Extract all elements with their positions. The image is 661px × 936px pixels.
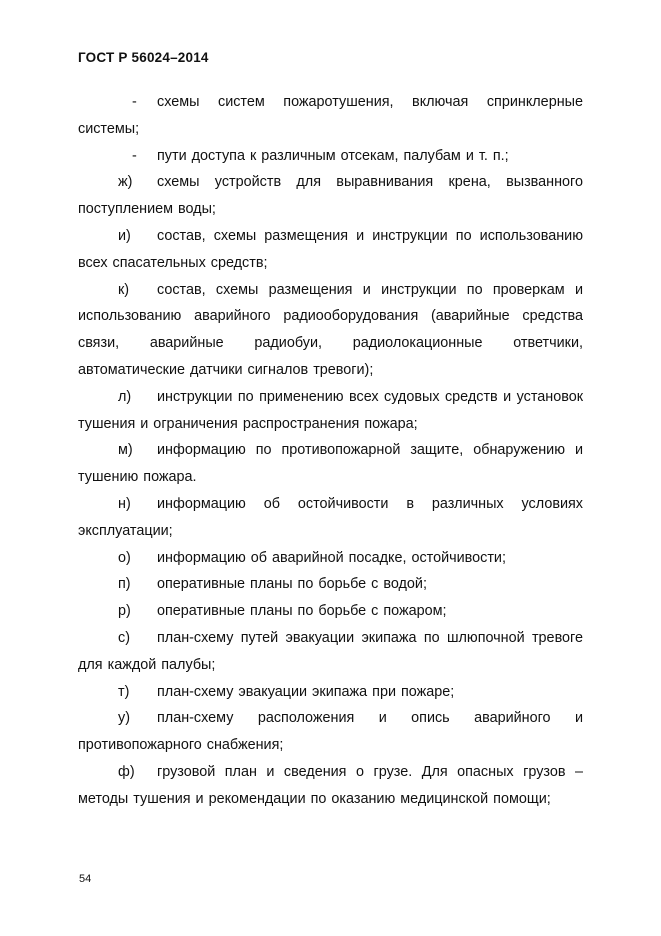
list-item	[78, 277, 583, 384]
list-item-text: информацию по противопожарной защите, обнаружению и тушению пожара.	[78, 442, 583, 486]
list-marker: р)	[118, 603, 131, 620]
list-item-text: схемы устройств для выравнивания крена, вызванного поступлением воды;	[78, 174, 583, 218]
list-item	[78, 169, 583, 223]
list-marker: т)	[118, 683, 130, 700]
list-marker: с)	[118, 629, 130, 646]
list-marker: ж)	[118, 174, 133, 191]
list-marker: н)	[118, 495, 131, 512]
list-marker: м)	[118, 442, 133, 459]
list-item-text: план-схему путей эвакуации экипажа по шлюпочной тревоге для каждой палубы;	[78, 629, 583, 673]
list-marker: п)	[118, 576, 131, 593]
list-item	[78, 437, 583, 491]
list-item	[78, 384, 583, 438]
list-marker: -	[132, 94, 137, 110]
list-item	[78, 625, 583, 679]
list-item	[78, 705, 583, 759]
list-marker: ф)	[118, 763, 135, 780]
list-item-text: оперативные планы по борьбе с пожаром;	[157, 603, 447, 620]
list-item	[78, 89, 583, 143]
list-item-text: информацию об остойчивости в различных условиях эксплуатации;	[78, 495, 583, 539]
list-marker: к)	[118, 281, 130, 298]
list-item	[78, 143, 583, 170]
list-item	[78, 679, 583, 706]
list-item-text: грузовой план и сведения о грузе. Для опасных грузов – методы тушения и рекомендации по оказанию медицинской помощи;	[78, 763, 583, 807]
list-item-text: пути доступа к различным отсекам, палубам и т. п.;	[157, 147, 509, 164]
list-item-text: состав, схемы размещения и инструкции по проверкам и использованию аварийного радиооборудования (аварийные средства связи, аварийные радиобуи, радиолокационные ответчики, автоматические датчики сигналов тревоги);	[78, 281, 583, 378]
list-item	[78, 223, 583, 277]
list-item-text: схемы систем пожаротушения, включая спринклерные системы;	[78, 94, 583, 137]
page-number: 54	[79, 873, 92, 885]
document-body	[78, 89, 583, 813]
document-header: ГОСТ Р 56024–2014	[78, 50, 209, 65]
list-item	[78, 759, 583, 813]
list-item	[78, 598, 583, 625]
list-item-text: инструкции по применению всех судовых средств и установок тушения и ограничения распространения пожара;	[78, 388, 583, 432]
list-marker: о)	[118, 549, 131, 566]
list-item-text: оперативные планы по борьбе с водой;	[157, 576, 427, 593]
list-item-text: план-схему эвакуации экипажа при пожаре;	[157, 683, 455, 700]
list-marker: -	[132, 147, 137, 164]
list-item-text: план-схему расположения и опись аварийного и противопожарного снабжения;	[78, 710, 583, 754]
list-item	[78, 545, 583, 572]
list-marker: л)	[118, 388, 132, 405]
list-item-text: состав, схемы размещения и инструкции по использованию всех спасательных средств;	[78, 227, 583, 271]
list-item	[78, 571, 583, 598]
list-item	[78, 491, 583, 545]
list-item-text: информацию об аварийной посадке, остойчивости;	[157, 549, 506, 566]
list-marker: у)	[118, 710, 130, 727]
list-marker: и)	[118, 227, 131, 244]
